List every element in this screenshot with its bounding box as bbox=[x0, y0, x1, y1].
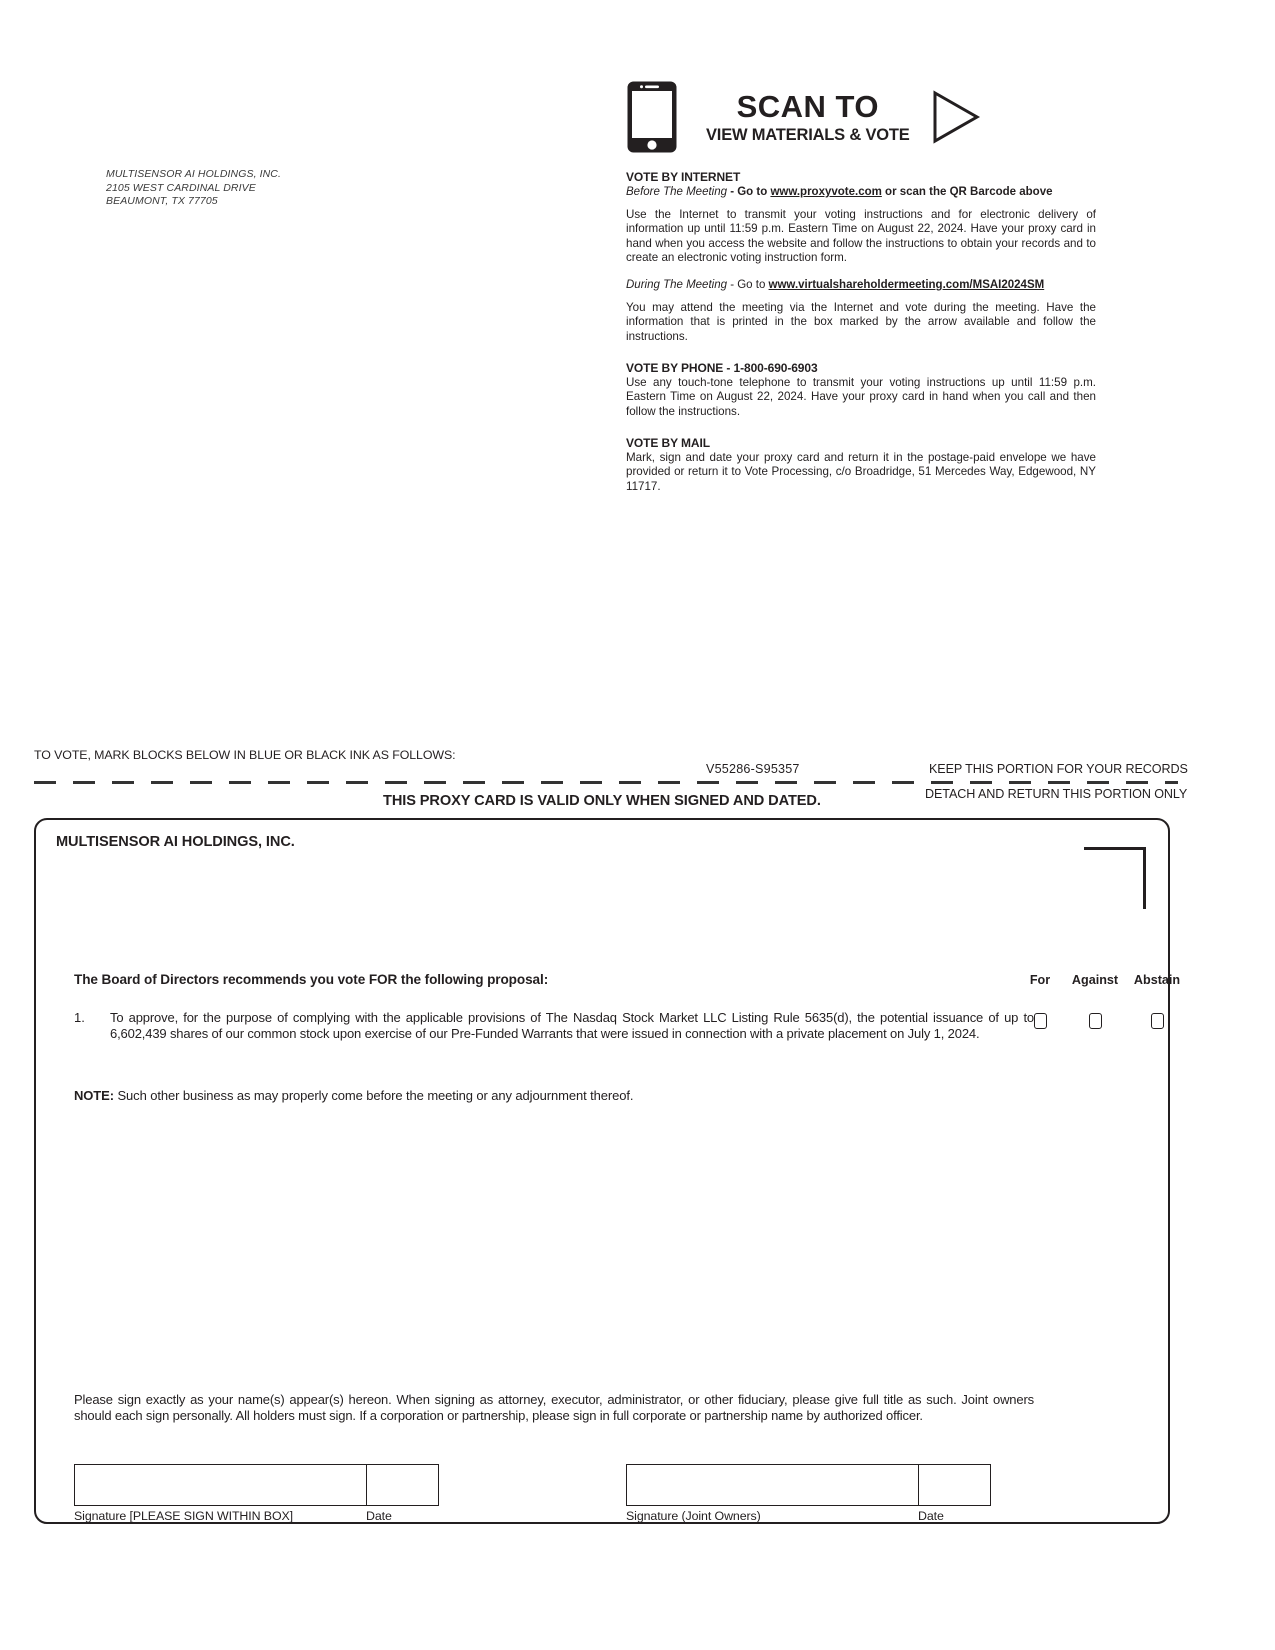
scan-to-vote-banner bbox=[626, 78, 1096, 156]
before-meeting-connector: - Go to bbox=[727, 186, 771, 198]
proxy-card-company-title: MULTISENSOR AI HOLDINGS, INC. bbox=[56, 834, 295, 850]
mobile-phone-icon bbox=[626, 80, 678, 154]
vote-by-internet-heading: VOTE BY INTERNET bbox=[626, 170, 741, 184]
note-label: NOTE: bbox=[74, 1088, 114, 1103]
proposal-text: To approve, for the purpose of complying with the applicable provisions of The Nasdaq Stock Market LLC Listing Rule 5635(d), the potential issuance of up to 6,602,439 shares of our common stock upon exercise of our Pre-Funded Warrants that were issued in connection with a private placement on July 1, 2024. bbox=[110, 1010, 1034, 1042]
proposal-number: 1. bbox=[74, 1010, 85, 1025]
primary-signature-boxes bbox=[74, 1464, 439, 1506]
proposal-vote-boxes bbox=[1016, 1013, 1191, 1029]
vote-by-phone-body: Use any touch-tone telephone to transmit your voting instructions up until 11:59 p.m. Eastern Time on August 22, 2024. Have your proxy card in hand when you call and then follow the instructions. bbox=[626, 376, 1096, 418]
detach-tear-line bbox=[34, 781, 1178, 784]
joint-signature-field[interactable] bbox=[626, 1464, 918, 1506]
vote-by-mail-heading: VOTE BY MAIL bbox=[626, 435, 710, 450]
joint-signature-boxes bbox=[626, 1464, 991, 1506]
corner-registration-mark bbox=[1084, 847, 1146, 909]
control-number: V55286-S95357 bbox=[706, 762, 800, 776]
mark-blocks-instruction: TO VOTE, MARK BLOCKS BELOW IN BLUE OR BLACK INK AS FOLLOWS: bbox=[34, 748, 456, 762]
proxyvote-link[interactable]: www.proxyvote.com bbox=[770, 186, 882, 198]
triangle-arrow-icon bbox=[926, 89, 982, 145]
vote-by-mail-section bbox=[626, 436, 1096, 494]
vote-by-mail-body: Mark, sign and date your proxy card and return it in the postage-paid envelope we have provided or return it to Vote Processing, c/o Broadridge, 51 Mercedes Way, Edgewood, NY 11717. bbox=[626, 450, 1096, 493]
primary-signature-field[interactable] bbox=[74, 1464, 366, 1506]
joint-date-field[interactable] bbox=[918, 1464, 991, 1506]
column-header-abstain: Abstain bbox=[1133, 973, 1181, 987]
vote-by-phone-section bbox=[626, 361, 1096, 419]
joint-signature-label: Signature (Joint Owners) bbox=[626, 1509, 761, 1523]
address-company: MULTISENSOR AI HOLDINGS, INC. bbox=[106, 168, 282, 180]
for-box-cell bbox=[1016, 1013, 1064, 1029]
primary-signature-group bbox=[74, 1464, 439, 1523]
voting-instructions-panel bbox=[626, 78, 1096, 494]
vote-column-headers bbox=[1016, 973, 1191, 987]
address-street: 2105 WEST CARDINAL DRIVE bbox=[106, 181, 256, 194]
board-recommendation-text: The Board of Directors recommends you vote FOR the following proposal: bbox=[74, 972, 549, 987]
against-box-cell bbox=[1064, 1013, 1126, 1029]
keep-portion-label: KEEP THIS PORTION FOR YOUR RECORDS bbox=[929, 762, 1188, 776]
abstain-box-cell bbox=[1126, 1013, 1188, 1029]
joint-signature-labels bbox=[626, 1509, 991, 1523]
shareholder-address-block bbox=[106, 168, 281, 209]
other-business-note bbox=[74, 1088, 633, 1103]
checkbox-proposal-1-abstain[interactable] bbox=[1151, 1013, 1164, 1029]
joint-signature-group bbox=[626, 1464, 991, 1523]
note-text: Such other business as may properly come before the meeting or any adjournment thereof. bbox=[113, 1088, 634, 1103]
detach-portion-label: DETACH AND RETURN THIS PORTION ONLY bbox=[925, 787, 1188, 801]
joint-date-label: Date bbox=[918, 1509, 944, 1523]
signature-instruction-text: Please sign exactly as your name(s) appear(s) hereon. When signing as attorney, executor, administrator, or other fiduciary, please give full title as such. Joint owners should each sign personally. All holders must sign. If a corporation or partnership, please sign in full corporate or partnership name by authorized officer. bbox=[74, 1392, 1034, 1424]
view-materials-line: VIEW MATERIALS & VOTE bbox=[706, 125, 910, 144]
before-meeting-line bbox=[626, 185, 1096, 199]
scan-banner-text bbox=[706, 88, 910, 144]
before-meeting-label: Before The Meeting bbox=[626, 186, 728, 198]
before-meeting-tail: or scan the QR Barcode above bbox=[881, 186, 1053, 198]
virtual-meeting-link[interactable]: www.virtualshareholdermeeting.com/MSAI2024SM bbox=[768, 279, 1045, 292]
primary-signature-labels bbox=[74, 1509, 439, 1523]
vote-by-internet-section bbox=[626, 170, 1096, 344]
proxy-card bbox=[34, 818, 1181, 1524]
checkbox-proposal-1-against[interactable] bbox=[1089, 1013, 1102, 1029]
checkbox-proposal-1-for[interactable] bbox=[1034, 1013, 1047, 1029]
scan-to-line: SCAN TO bbox=[736, 88, 880, 124]
proxy-validity-note: THIS PROXY CARD IS VALID ONLY WHEN SIGNED AND DATED. bbox=[383, 793, 821, 809]
during-meeting-line bbox=[626, 278, 1096, 292]
column-header-against: Against bbox=[1071, 973, 1119, 987]
address-city-state-zip: BEAUMONT, TX 77705 bbox=[106, 195, 218, 207]
proposal-row bbox=[74, 1010, 1134, 1043]
vote-by-internet-before-body: Use the Internet to transmit your voting instructions and for electronic delivery of information up until 11:59 p.m. Eastern Time on August 22, 2024. Have your proxy card in hand when you access the website and follow the instructions to obtain your records and to create an electronic voting instruction form. bbox=[626, 208, 1096, 264]
primary-signature-label: Signature [PLEASE SIGN WITHIN BOX] bbox=[74, 1509, 294, 1523]
during-meeting-connector: - Go to bbox=[727, 279, 769, 292]
column-header-for: For bbox=[1029, 973, 1051, 987]
vote-by-phone-heading: VOTE BY PHONE - 1-800-690-6903 bbox=[626, 361, 818, 376]
vote-by-internet-during-body: You may attend the meeting via the Internet and vote during the meeting. Have the information that is printed in the box marked by the arrow available and follow the instructions. bbox=[626, 301, 1096, 343]
primary-date-label: Date bbox=[366, 1509, 392, 1523]
during-meeting-label: During The Meeting bbox=[626, 279, 727, 292]
primary-date-field[interactable] bbox=[366, 1464, 439, 1506]
